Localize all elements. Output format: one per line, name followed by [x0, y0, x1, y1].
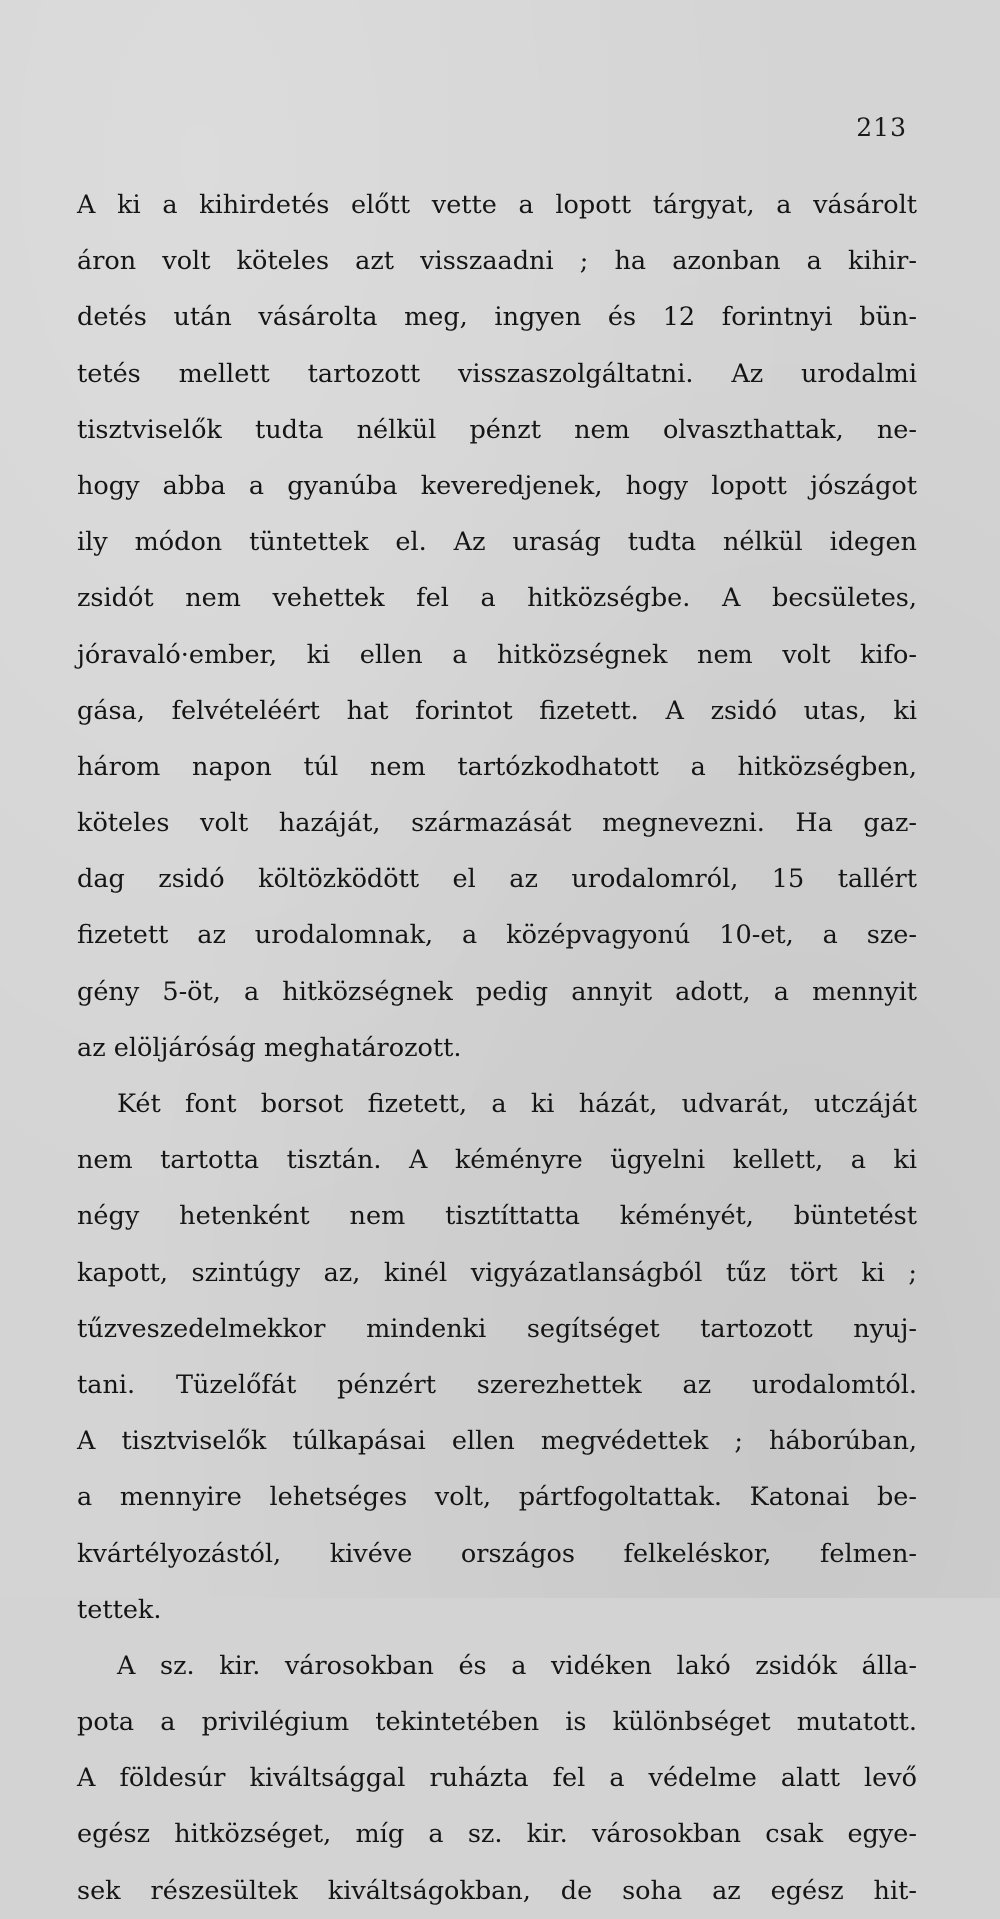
text-line: A tisztviselők túlkapásai ellen megvédettek ; háborúban,	[77, 1426, 917, 1457]
text-line: tisztviselők tudta nélkül pénzt nem olvaszthattak, ne-	[77, 414, 917, 445]
text-line: kvártélyozástól, kivéve országos felkeléskor, felmen-	[77, 1538, 917, 1569]
body-text	[77, 177, 917, 1919]
text-line: tetés mellett tartozott visszaszolgáltatni. Az urodalmi	[77, 358, 917, 389]
text-line: a mennyire lehetséges volt, pártfogoltattak. Katonai be-	[77, 1482, 917, 1513]
text-line: egész hitközséget, míg a sz. kir. városokban csak egye-	[77, 1819, 917, 1850]
text-line: detés után vásárolta meg, ingyen és 12 forintnyi bün-	[77, 302, 917, 333]
page-number: 213	[856, 113, 907, 142]
text-line: pota a privilégium tekintetében is különbséget mutatott.	[77, 1707, 917, 1738]
text-line: dag zsidó költözködött el az urodalomról, 15 tallért	[77, 864, 917, 895]
text-line: tűzveszedelmekkor mindenki segítséget tartozott nyuj-	[77, 1313, 917, 1344]
text-line: hogy abba a gyanúba keveredjenek, hogy lopott jószágot	[77, 470, 917, 501]
text-line: zsidót nem vehettek fel a hitközségbe. A becsületes,	[77, 583, 917, 614]
text-line: ily módon tüntettek el. Az uraság tudta nélkül idegen	[77, 527, 917, 558]
text-line: sek részesültek kiváltságokban, de soha az egész hit-	[77, 1875, 917, 1906]
text-line: fizetett az urodalomnak, a középvagyonú 10-et, a sze-	[77, 920, 917, 951]
text-line: áron volt köteles azt visszaadni ; ha azonban a kihir-	[77, 246, 917, 277]
text-line: az elöljáróság meghatározott.	[77, 1032, 462, 1063]
text-line: négy hetenként nem tisztíttatta kéményét, büntetést	[77, 1201, 917, 1232]
text-line: kapott, szintúgy az, kinél vigyázatlanságból tűz tört ki ;	[77, 1257, 917, 1288]
text-line: három napon túl nem tartózkodhatott a hitközségben,	[77, 751, 917, 782]
text-line: köteles volt hazáját, származását megnevezni. Ha gaz-	[77, 808, 917, 839]
text-line: nem tartotta tisztán. A kéményre ügyelni kellett, a ki	[77, 1145, 917, 1176]
text-line: gása, felvételéért hat forintot fizetett. A zsidó utas, ki	[77, 695, 917, 726]
text-line: jóravaló·ember, ki ellen a hitközségnek nem volt kifo-	[77, 639, 917, 670]
text-line: tettek.	[77, 1594, 162, 1625]
text-line: gény 5-öt, a hitközségnek pedig annyit adott, a mennyit	[77, 976, 917, 1007]
text-line: A földesúr kiváltsággal ruházta fel a védelme alatt levő	[77, 1763, 917, 1794]
text-line: A sz. kir. városokban és a vidéken lakó zsidók álla-	[117, 1650, 917, 1681]
text-line: Két font borsot fizetett, a ki házát, udvarát, utczáját	[117, 1089, 917, 1119]
text-line: tani. Tüzelőfát pénzért szerezhettek az urodalomtól.	[77, 1369, 917, 1400]
text-line: A ki a kihirdetés előtt vette a lopott tárgyat, a vásárolt	[77, 190, 917, 220]
